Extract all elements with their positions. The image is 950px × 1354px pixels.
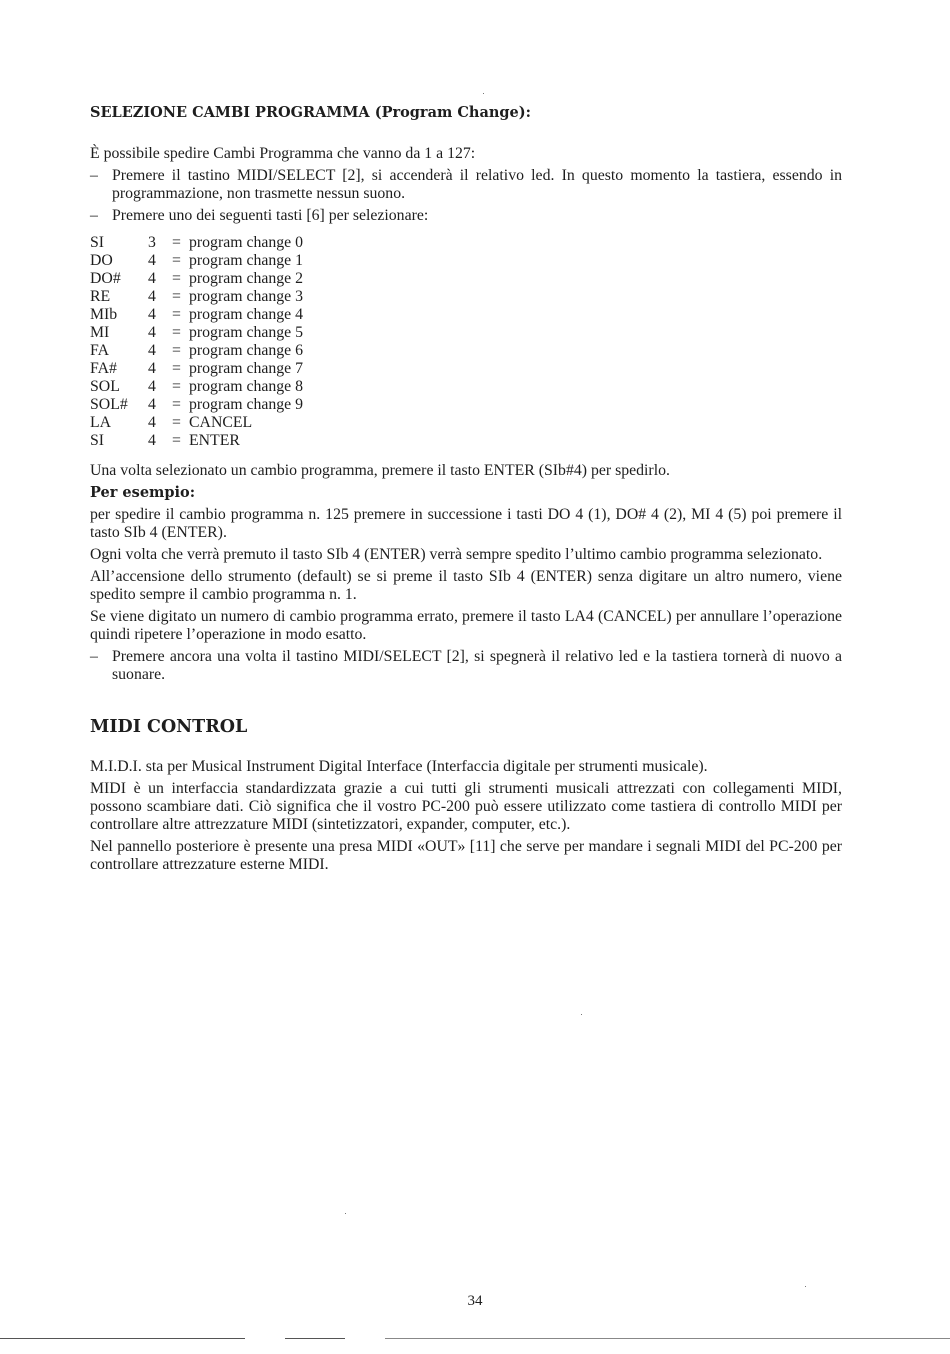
step-1 bbox=[90, 167, 842, 203]
section-heading-program-change: SELEZIONE CAMBI PROGRAMMA (Program Change): bbox=[90, 104, 531, 121]
dash-marker: – bbox=[90, 648, 98, 665]
mapping-equals: = bbox=[172, 378, 181, 395]
mapping-row bbox=[90, 234, 842, 252]
midi-out-paragraph: Nel pannello posteriore è presente una presa MIDI «OUT» [11] che serve per mandare i segnali MIDI del PC-200 per controllare attrezzature esterne MIDI. bbox=[90, 838, 842, 873]
mapping-equals: = bbox=[172, 342, 181, 359]
step-2 bbox=[90, 207, 842, 225]
mapping-octave: 4 bbox=[148, 288, 156, 305]
mapping-action: program change 9 bbox=[189, 396, 304, 413]
example-paragraph: per spedire il cambio programma n. 125 premere in successione i tasti DO 4 (1), DO# 4 (2), MI 4 (5) poi premere il tasto SIb 4 (ENTER). bbox=[90, 506, 842, 541]
mapping-note: RE bbox=[90, 288, 111, 305]
mapping-octave: 4 bbox=[148, 432, 156, 449]
mapping-equals: = bbox=[172, 234, 181, 251]
scan-speck bbox=[345, 1213, 346, 1214]
section-heading-midi-control: MIDI CONTROL bbox=[90, 717, 248, 737]
mapping-action: ENTER bbox=[189, 432, 240, 449]
mapping-note: DO# bbox=[90, 270, 121, 287]
scan-line-right bbox=[385, 1338, 950, 1339]
note-last-program-paragraph: Ogni volta che verrà premuto il tasto SIb 4 (ENTER) verrà sempre spedito l’ultimo cambio programma selezionato. bbox=[90, 546, 823, 563]
mapping-row bbox=[90, 288, 842, 306]
dash-marker: – bbox=[90, 167, 98, 184]
midi-definition-paragraph: M.I.D.I. sta per Musical Instrument Digital Interface (Interfaccia digitale per strumenti musicale). bbox=[90, 758, 708, 775]
mapping-row bbox=[90, 270, 842, 288]
step-3-text: Premere ancora una volta il tastino MIDI/SELECT [2], si spegnerà il relativo led e la tastiera tornerà di nuovo a suonare. bbox=[112, 648, 842, 683]
mapping-note: SOL bbox=[90, 378, 120, 395]
mapping-equals: = bbox=[172, 324, 181, 341]
mapping-note: SI bbox=[90, 432, 105, 449]
mapping-row bbox=[90, 360, 842, 378]
mapping-action: program change 2 bbox=[189, 270, 304, 287]
mapping-octave: 4 bbox=[148, 252, 156, 269]
mapping-octave: 4 bbox=[148, 396, 156, 413]
mapping-row bbox=[90, 324, 842, 342]
mapping-octave: 4 bbox=[148, 324, 156, 341]
mapping-equals: = bbox=[172, 432, 181, 449]
mapping-equals: = bbox=[172, 396, 181, 413]
mapping-row bbox=[90, 342, 842, 360]
manual-page bbox=[90, 104, 842, 878]
midi-interface-paragraph: MIDI è un interfaccia standardizzata grazie a cui tutti gli strumenti musicali attrezzati con collegamenti MIDI, possono scambiare dati. Ciò significa che il vostro PC-200 può essere utilizzato come tastiera di controllo MIDI per controllare altre attrezzature MIDI (sintetizzatori, expander, computer, etc.). bbox=[90, 780, 842, 833]
mapping-octave: 4 bbox=[148, 414, 156, 431]
mapping-note: DO bbox=[90, 252, 113, 269]
mapping-note: MIb bbox=[90, 306, 118, 323]
intro-paragraph: È possibile spedire Cambi Programma che vanno da 1 a 127: bbox=[90, 145, 476, 162]
mapping-row bbox=[90, 432, 842, 450]
mapping-octave: 4 bbox=[148, 270, 156, 287]
step-1-text: Premere il tastino MIDI/SELECT [2], si accenderà il relativo led. In questo momento la tastiera, essendo in programmazione, non trasmette nessun suono. bbox=[112, 167, 842, 202]
scan-speck bbox=[581, 1014, 582, 1015]
dash-marker: – bbox=[90, 207, 98, 224]
scan-speck bbox=[483, 93, 484, 94]
mapping-equals: = bbox=[172, 360, 181, 377]
after-selection-paragraph: Una volta selezionato un cambio programma, premere il tasto ENTER (SIb#4) per spedirlo. bbox=[90, 462, 670, 479]
mapping-action: program change 1 bbox=[189, 252, 304, 269]
mapping-octave: 4 bbox=[148, 306, 156, 323]
mapping-note: LA bbox=[90, 414, 112, 431]
mapping-equals: = bbox=[172, 288, 181, 305]
mapping-action: program change 8 bbox=[189, 378, 304, 395]
mapping-action: program change 7 bbox=[189, 360, 304, 377]
mapping-action: program change 5 bbox=[189, 324, 304, 341]
note-cancel-paragraph: Se viene digitato un numero di cambio programma errato, premere il tasto LA4 (CANCEL) per annullare l’operazione quindi ripetere l’operazione in modo esatto. bbox=[90, 608, 842, 643]
mapping-action: program change 3 bbox=[189, 288, 304, 305]
mapping-equals: = bbox=[172, 414, 181, 431]
mapping-octave: 4 bbox=[148, 342, 156, 359]
scan-line-middle bbox=[285, 1338, 345, 1339]
mapping-note: SI bbox=[90, 234, 105, 251]
mapping-action: program change 4 bbox=[189, 306, 304, 323]
mapping-octave: 4 bbox=[148, 360, 156, 377]
mapping-note: FA# bbox=[90, 360, 117, 377]
scan-speck bbox=[805, 1286, 806, 1287]
mapping-row bbox=[90, 378, 842, 396]
mapping-equals: = bbox=[172, 252, 181, 269]
scan-line-left bbox=[0, 1338, 245, 1339]
mapping-action: program change 0 bbox=[189, 234, 304, 251]
mapping-equals: = bbox=[172, 270, 181, 287]
key-mapping-list bbox=[90, 234, 842, 450]
mapping-note: SOL# bbox=[90, 396, 128, 413]
mapping-row bbox=[90, 414, 842, 432]
mapping-note: FA bbox=[90, 342, 110, 359]
mapping-note: MI bbox=[90, 324, 110, 341]
mapping-octave: 4 bbox=[148, 378, 156, 395]
mapping-row bbox=[90, 306, 842, 324]
step-3 bbox=[90, 648, 842, 684]
example-label: Per esempio: bbox=[90, 484, 196, 501]
mapping-action: CANCEL bbox=[189, 414, 253, 431]
mapping-row bbox=[90, 396, 842, 414]
note-default-paragraph: All’accensione dello strumento (default) se si preme il tasto SIb 4 (ENTER) senza digitare un altro numero, viene spedito sempre il cambio programma n. 1. bbox=[90, 568, 842, 603]
mapping-octave: 3 bbox=[148, 234, 156, 251]
mapping-row bbox=[90, 252, 842, 270]
page-number: 34 bbox=[467, 1293, 483, 1309]
mapping-equals: = bbox=[172, 306, 181, 323]
mapping-action: program change 6 bbox=[189, 342, 304, 359]
step-2-text: Premere uno dei seguenti tasti [6] per selezionare: bbox=[112, 207, 429, 224]
